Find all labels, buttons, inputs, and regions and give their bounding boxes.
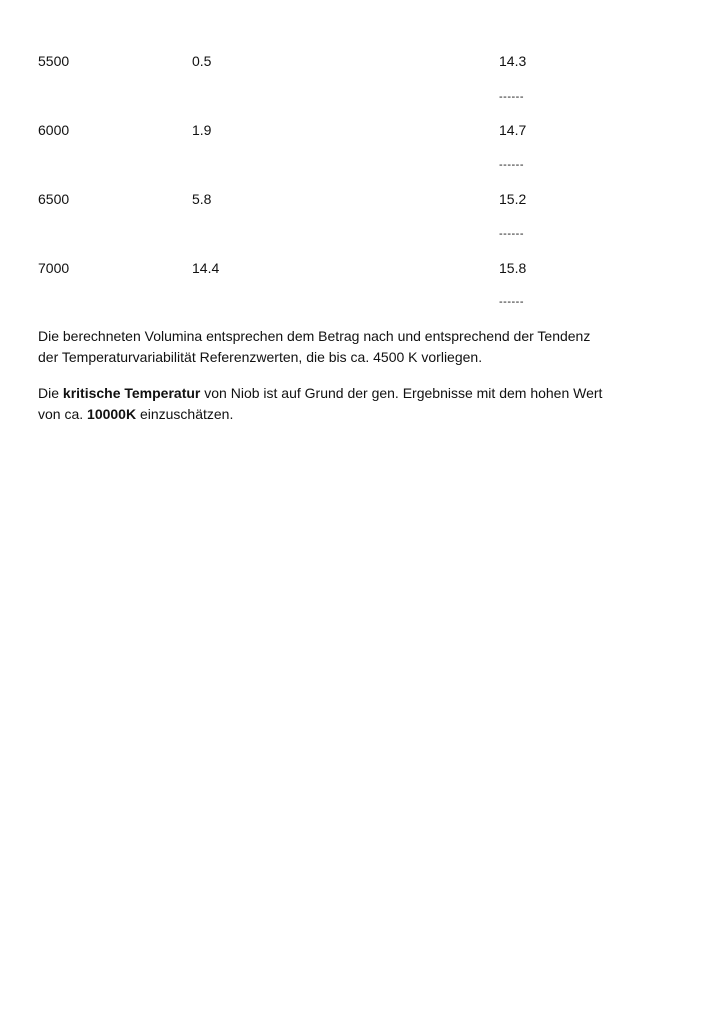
- table-cell-volume: 14.3: [499, 53, 527, 69]
- text-run: einzuschätzen.: [136, 406, 234, 422]
- table-cell-value: 14.4: [192, 260, 220, 276]
- text-run: von ca.: [38, 406, 88, 422]
- paragraph-line: der Temperaturvariabilität Referenzwerten, die bis ca. 4500 K vorliegen.: [38, 349, 483, 365]
- table-cell-volume: 14.7: [499, 122, 527, 138]
- table-cell-temperature: 6500: [38, 191, 70, 207]
- table-row-separator: ------: [499, 296, 524, 308]
- paragraph-critical-temperature: [38, 383, 678, 425]
- table-cell-value: 1.9: [192, 122, 212, 138]
- text-run: von Niob ist auf Grund der gen. Ergebnisse mit dem hohen Wert: [200, 385, 603, 401]
- table-cell-value: 5.8: [192, 191, 212, 207]
- table-cell-temperature: 5500: [38, 53, 70, 69]
- table-row-separator: ------: [499, 228, 524, 240]
- text-run: Die: [38, 385, 63, 401]
- paragraph-line: [38, 383, 678, 404]
- paragraph-volumes: [38, 326, 678, 368]
- table-cell-value: 0.5: [192, 53, 212, 69]
- table-row-separator: ------: [499, 91, 524, 103]
- paragraph-line: Die berechneten Volumina entsprechen dem Betrag nach und entsprechend der Tendenz: [38, 328, 591, 344]
- table-cell-volume: 15.8: [499, 260, 527, 276]
- table-row-separator: ------: [499, 159, 524, 171]
- table-cell-temperature: 7000: [38, 260, 70, 276]
- bold-term: kritische Temperatur: [62, 385, 201, 401]
- paragraph-line: [38, 404, 678, 425]
- table-cell-volume: 15.2: [499, 191, 527, 207]
- bold-value: 10000K: [87, 406, 137, 422]
- table-cell-temperature: 6000: [38, 122, 70, 138]
